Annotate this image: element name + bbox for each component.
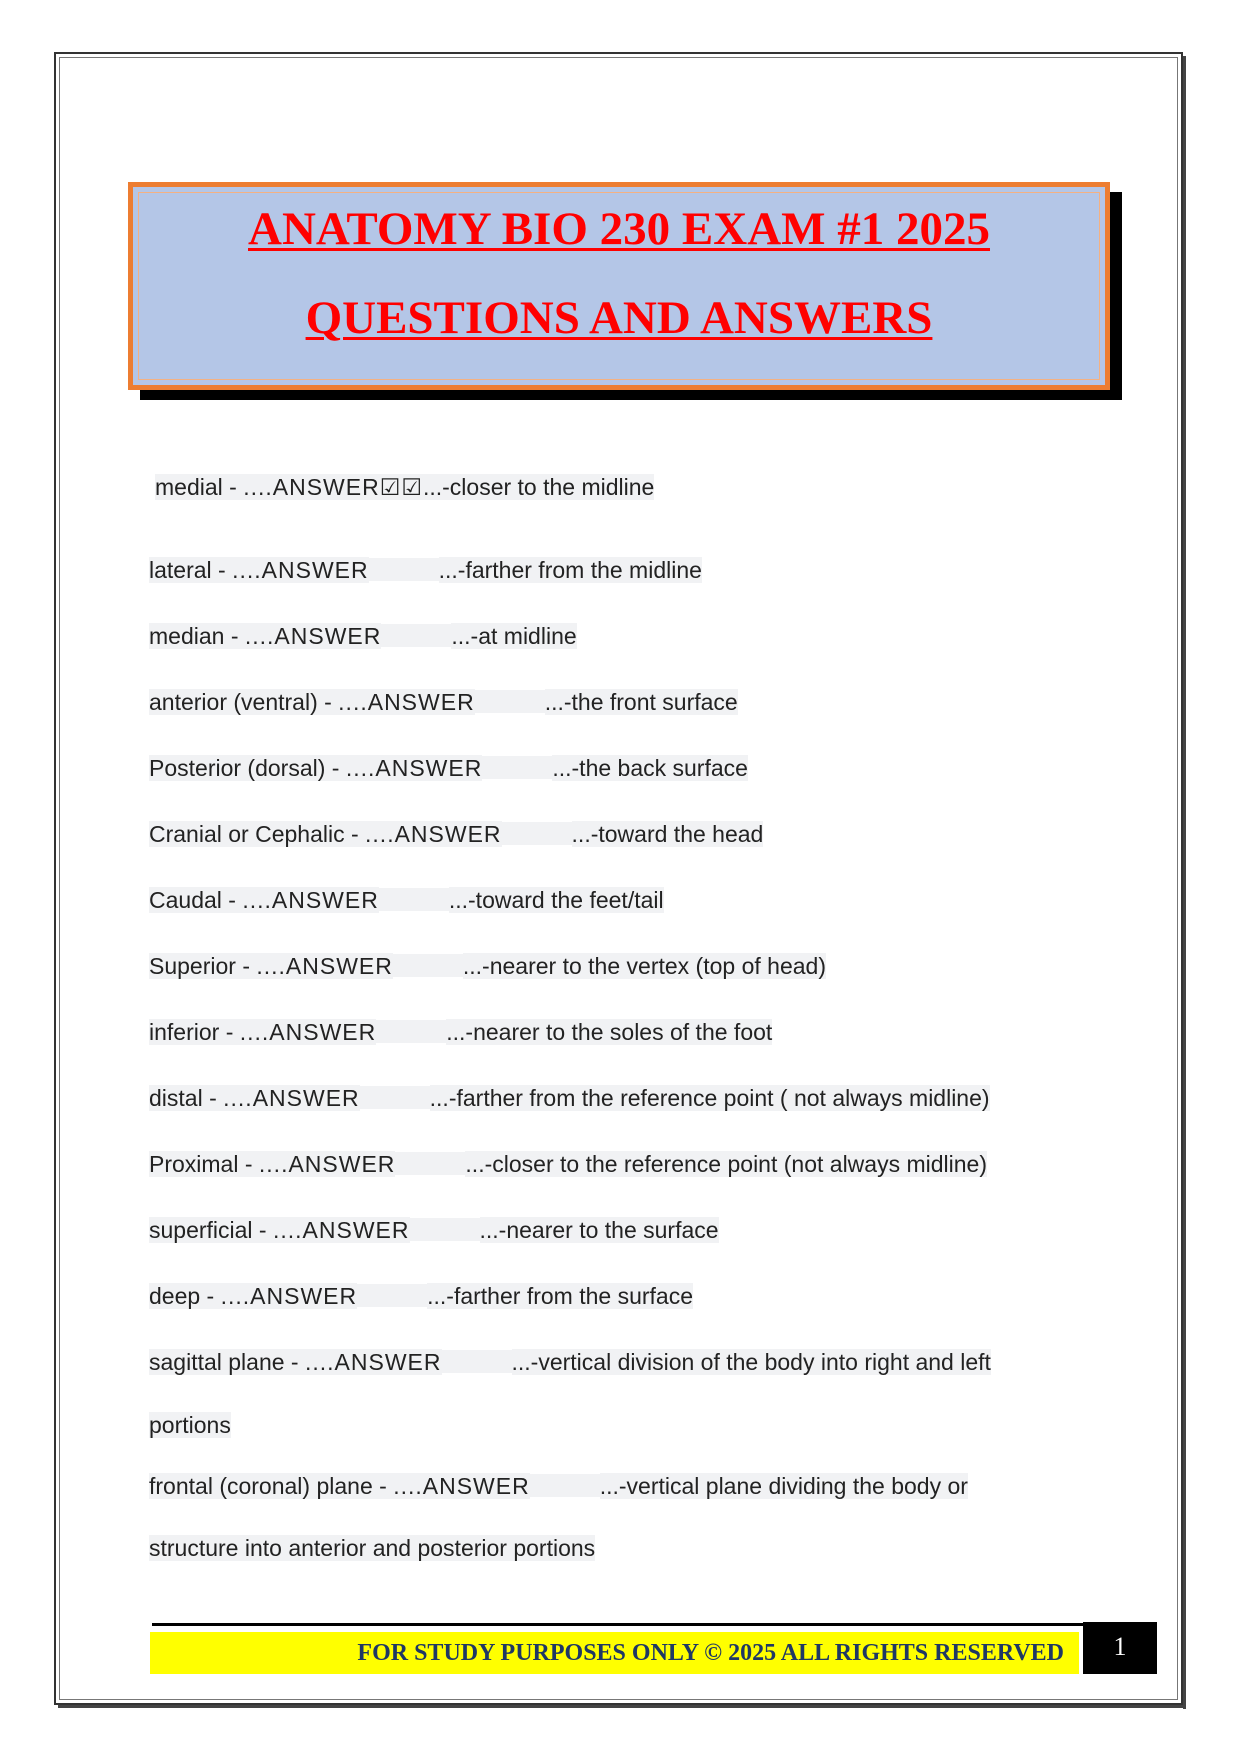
entry-answer-label: ....ANSWER xyxy=(232,557,369,583)
entry-answer-label: ....ANSWER xyxy=(272,1217,410,1243)
entry-answer-label: ....ANSWER xyxy=(244,623,382,649)
qa-entry xyxy=(149,1085,990,1112)
qa-entry xyxy=(149,1473,968,1500)
entry-definition: ...-nearer to the surface xyxy=(479,1217,719,1243)
entry-term: Proximal - xyxy=(149,1151,259,1177)
entry-term: sagittal plane - xyxy=(149,1349,305,1375)
footer-band xyxy=(150,1632,1079,1674)
entry-term: Caudal - xyxy=(149,887,243,913)
entry-term: median - xyxy=(149,623,245,649)
entry-answer-label: ....ANSWER xyxy=(345,755,483,781)
entry-gap xyxy=(410,1218,480,1241)
page-frame-shadow-right xyxy=(1183,56,1186,1709)
entry-gap xyxy=(530,1474,600,1497)
entry-definition: ...-vertical plane dividing the body or xyxy=(599,1473,968,1499)
entry-definition-continued: portions xyxy=(149,1412,231,1438)
entry-gap xyxy=(502,822,572,845)
entry-term: Cranial or Cephalic - xyxy=(149,821,366,847)
entry-definition: ...-farther from the surface xyxy=(427,1283,693,1309)
qa-entry xyxy=(149,953,826,980)
entry-definition: ...-farther from the midline xyxy=(438,557,702,583)
entry-answer-label: ....ANSWER xyxy=(365,821,502,847)
qa-entry xyxy=(149,623,577,650)
entry-term: frontal (coronal) plane - xyxy=(149,1473,394,1499)
qa-entry xyxy=(149,689,738,716)
page-number: 1 xyxy=(1083,1622,1157,1674)
entry-definition: ...-closer to the midline xyxy=(422,474,655,500)
entry-term: anterior (ventral) - xyxy=(149,689,339,715)
entry-term: medial - xyxy=(155,474,244,500)
entry-gap xyxy=(369,558,439,581)
entry-answer-label: ....ANSWER xyxy=(220,1283,358,1309)
entry-term: Posterior (dorsal) - xyxy=(149,755,346,781)
entry-definition: ...-toward the head xyxy=(571,821,764,847)
qa-entry xyxy=(149,1019,772,1046)
entry-answer-label: ....ANSWER xyxy=(243,474,380,500)
qa-entry xyxy=(149,887,664,914)
entry-term: distal - xyxy=(149,1085,224,1111)
entry-term: deep - xyxy=(149,1283,221,1309)
entry-definition: ...-the back surface xyxy=(552,755,748,781)
entry-gap xyxy=(395,1152,465,1175)
entry-gap xyxy=(357,1284,427,1307)
qa-entry-continuation xyxy=(149,1535,595,1562)
qa-entry-continuation xyxy=(149,1412,231,1439)
entry-gap xyxy=(393,954,463,977)
entry-answer-label: ....ANSWER xyxy=(256,953,393,979)
entry-answer-label: ....ANSWER xyxy=(239,1019,377,1045)
title-box xyxy=(128,182,1110,390)
entry-answer-label: ....ANSWER xyxy=(338,689,475,715)
entry-gap xyxy=(376,1020,446,1043)
entry-answer-label: ....ANSWER xyxy=(242,887,379,913)
footer-rule xyxy=(152,1623,1084,1626)
entry-term: inferior - xyxy=(149,1019,240,1045)
qa-entry xyxy=(149,1217,719,1244)
entry-definition: ...-nearer to the soles of the foot xyxy=(446,1019,773,1045)
entry-definition: ...-vertical division of the body into right and left xyxy=(511,1349,991,1375)
entry-answer-label: ....ANSWER xyxy=(304,1349,442,1375)
entry-gap xyxy=(379,888,449,911)
qa-entry xyxy=(149,557,702,584)
qa-entry xyxy=(149,755,748,782)
entry-term: superficial - xyxy=(149,1217,273,1243)
entry-definition: ...-nearer to the vertex (top of head) xyxy=(462,953,826,979)
qa-entry xyxy=(149,1283,693,1310)
entry-answer-label: ....ANSWER xyxy=(258,1151,396,1177)
page-frame-shadow-bottom xyxy=(58,1705,1186,1708)
entry-definition-continued: structure into anterior and posterior portions xyxy=(149,1535,596,1561)
qa-entry xyxy=(149,1349,991,1376)
entry-answer-label: ....ANSWER xyxy=(393,1473,530,1499)
entry-term: Superior - xyxy=(149,953,257,979)
footer-text: FOR STUDY PURPOSES ONLY © 2025 ALL RIGHTS RESERVED xyxy=(357,1640,1064,1666)
checkbox-marks: ☑☑ xyxy=(379,474,423,500)
entry-definition: ...-toward the feet/tail xyxy=(448,887,664,913)
title-line-1: ANATOMY BIO 230 EXAM #1 2025 xyxy=(248,203,990,255)
entry-gap xyxy=(482,756,552,779)
entry-definition: ...-closer to the reference point (not always midline) xyxy=(465,1151,987,1177)
entry-term: lateral - xyxy=(149,557,233,583)
entry-definition: ...-at midline xyxy=(451,623,577,649)
entry-definition: ...-farther from the reference point ( not always midline) xyxy=(429,1085,990,1111)
entry-gap xyxy=(442,1350,512,1373)
entry-answer-label: ....ANSWER xyxy=(223,1085,360,1111)
qa-entry xyxy=(149,1151,987,1178)
title-line-2: QUESTIONS AND ANSWERS xyxy=(305,292,933,344)
qa-entry xyxy=(149,821,763,848)
entry-gap xyxy=(360,1086,430,1109)
entry-gap xyxy=(475,690,545,713)
entry-gap xyxy=(381,624,451,647)
qa-entry xyxy=(155,474,654,501)
entry-definition: ...-the front surface xyxy=(544,689,738,715)
